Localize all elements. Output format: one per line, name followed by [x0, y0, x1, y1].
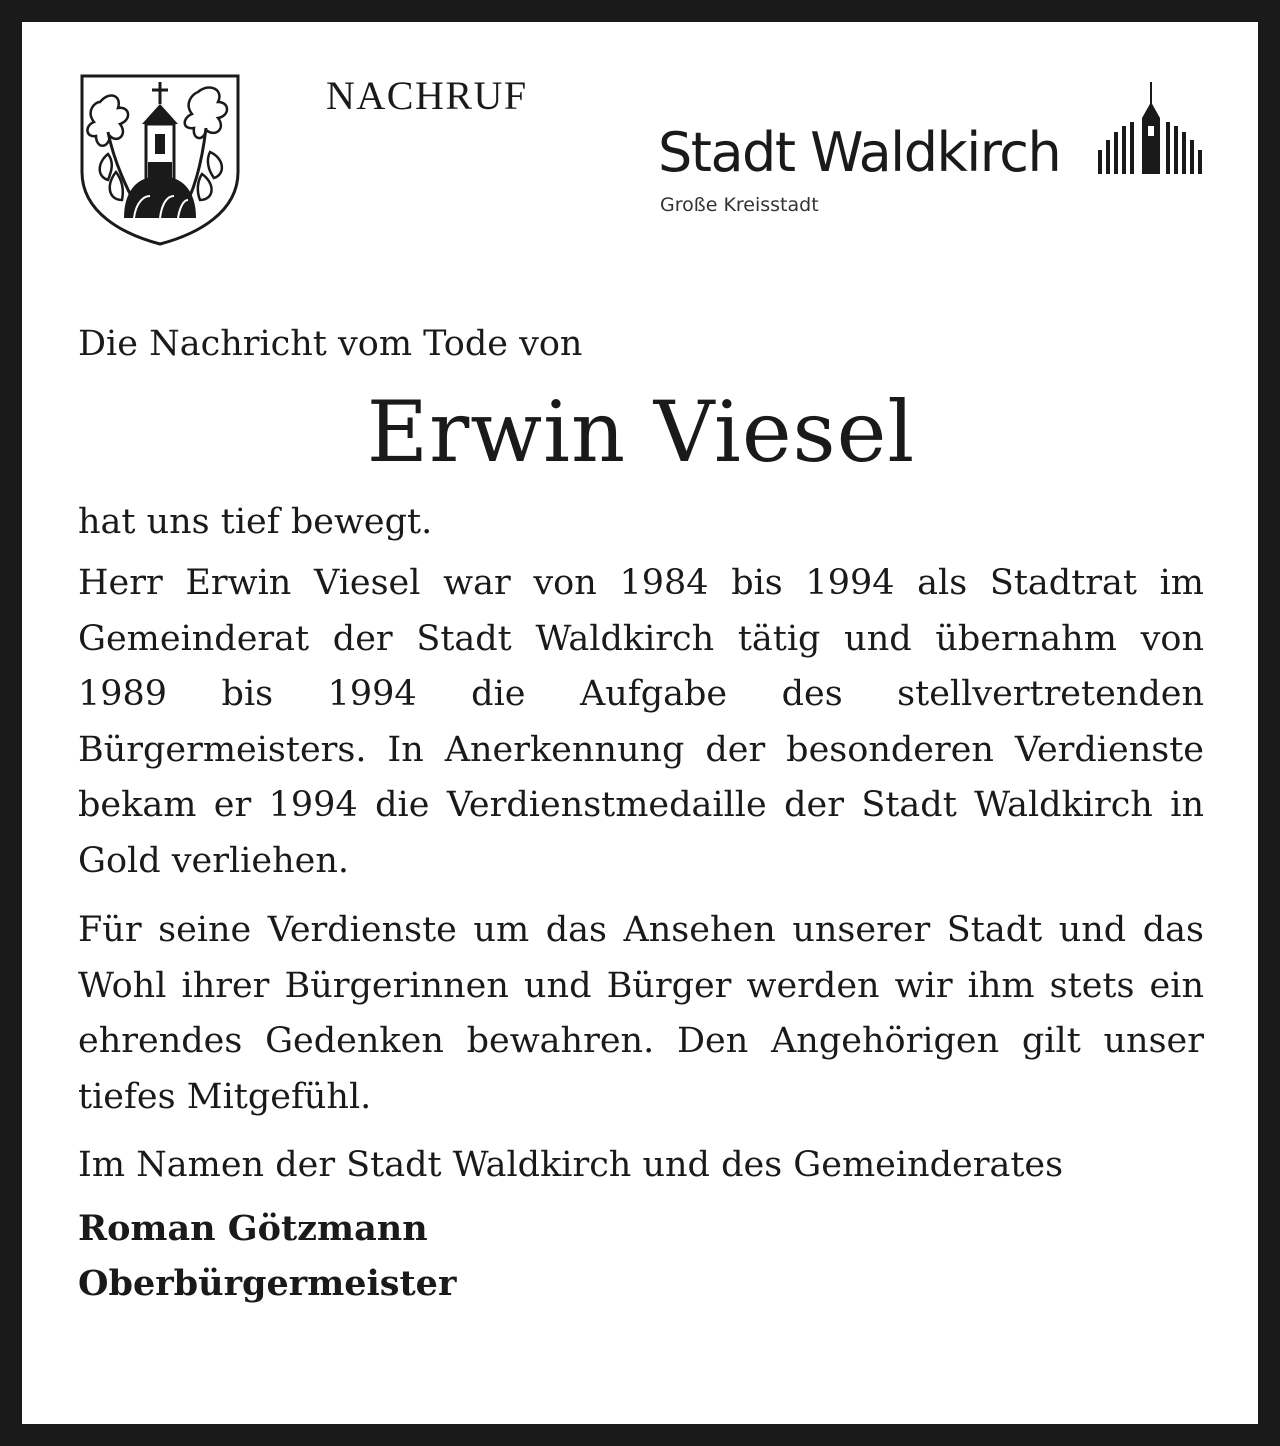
paragraph: Für seine Verdienste um das Ansehen unserer Stadt und das Wohl ihrer Bürgerinnen und Bürger werden wir ihm stets ein ehrendes Gedenken bewahren. Den Angehörigen gilt unser tiefes Mitgefühl.	[78, 910, 1204, 1117]
signatory-name: Roman Götzmann	[78, 1208, 428, 1249]
closing-line: Im Namen der Stadt Waldkirch und des Gemeinderates	[78, 1145, 1064, 1185]
intro-line: Die Nachricht vom Tode von	[78, 324, 583, 364]
church-skyline-icon	[1098, 78, 1204, 178]
city-subtitle: Große Kreisstadt	[660, 194, 819, 216]
city-logo	[658, 78, 1206, 228]
signature-block	[78, 1201, 1204, 1311]
city-name: Stadt Waldkirch	[658, 121, 1061, 184]
coat-of-arms-icon	[78, 72, 242, 246]
notice-content	[78, 322, 1204, 1311]
deceased-name: Erwin Viesel	[366, 383, 916, 481]
signatory-title: Oberbürgermeister	[78, 1263, 457, 1304]
paragraph: Herr Erwin Viesel war von 1984 bis 1994 als Stadtrat im Gemeinderat der Stadt Waldkirch tätig und übernahm von 1989 bis 1994 die Aufgabe des stellvertretenden Bürgermeisters. In Anerkennung der besonderen Verdienste bekam er 1994 die Verdienstmedaille der Stadt Waldkirch in Gold verliehen.	[78, 563, 1204, 881]
after-name-line: hat uns tief bewegt.	[78, 502, 433, 542]
notice-heading: NACHRUF	[326, 73, 528, 118]
